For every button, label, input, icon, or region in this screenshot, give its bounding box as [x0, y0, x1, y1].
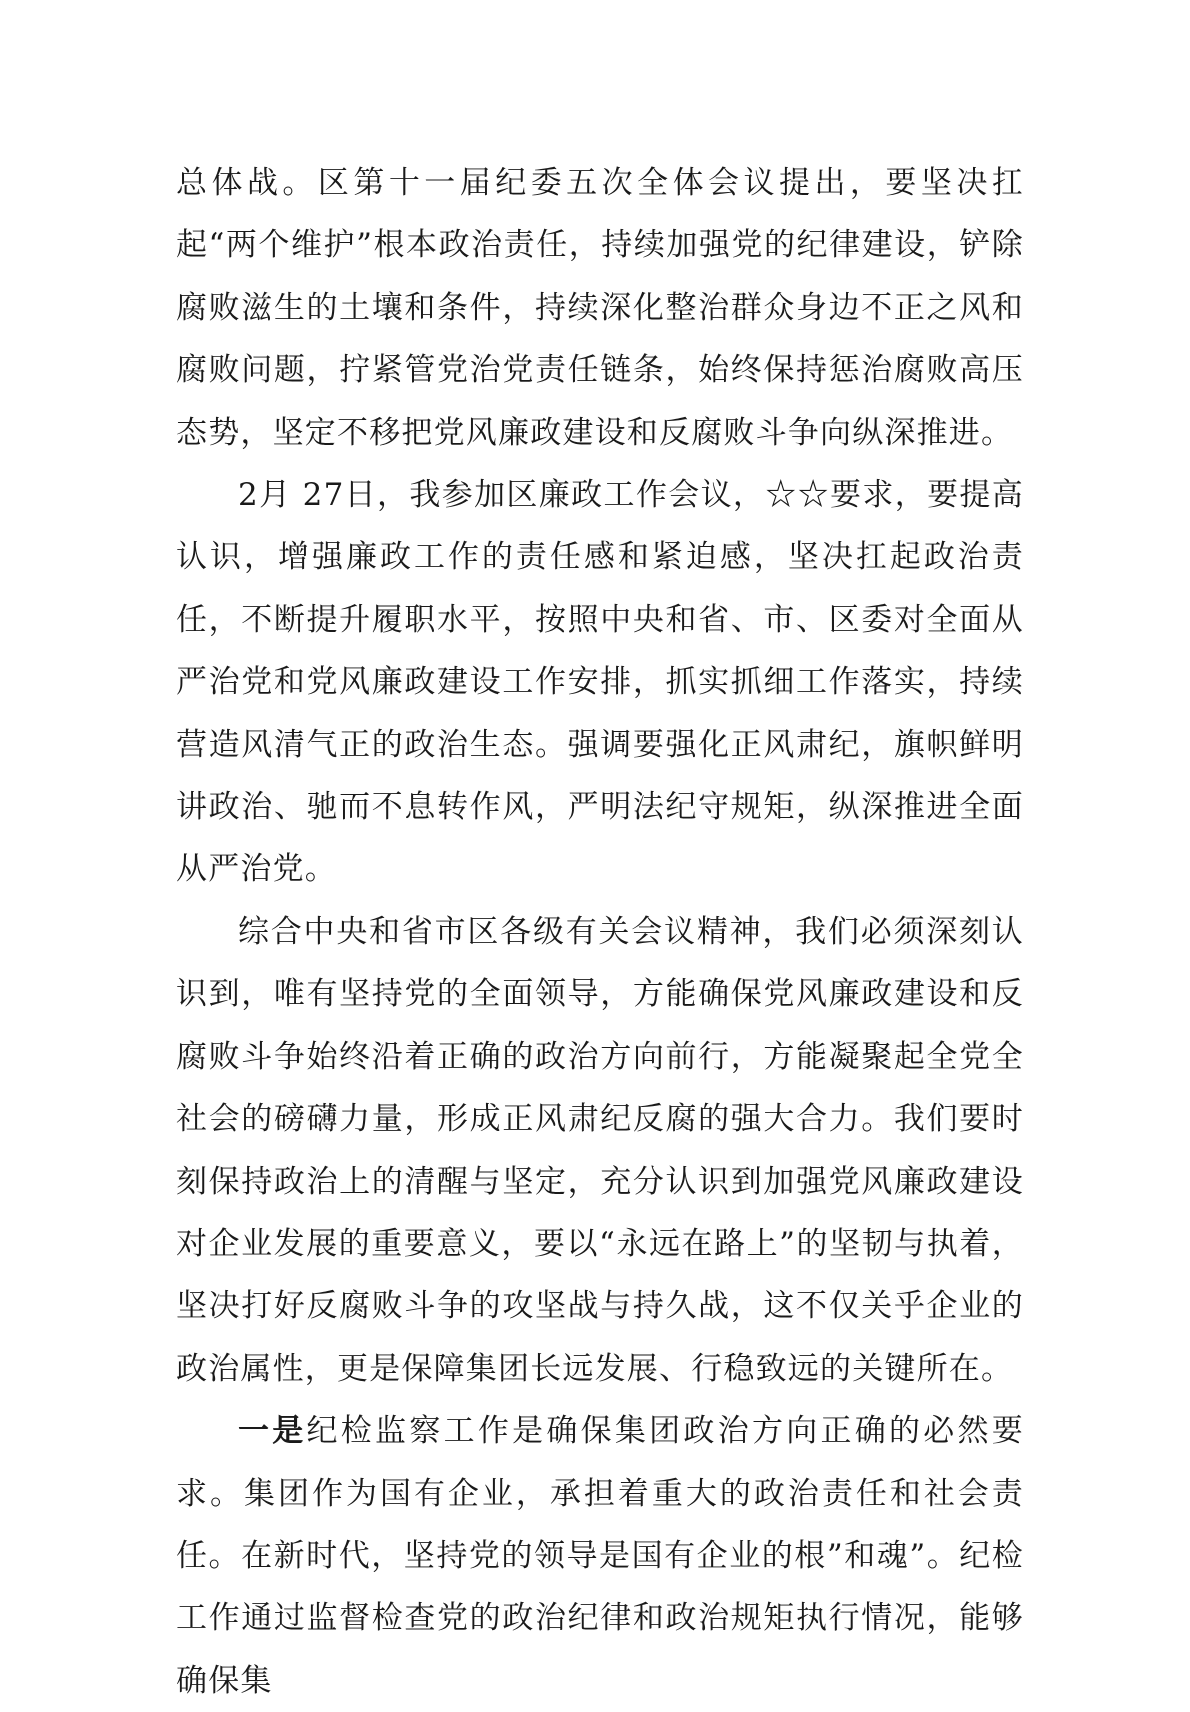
paragraph-2: 2月 27日，我参加区廉政工作会议，☆☆要求，要提高认识，增强廉政工作的责任感和紧迫感，坚决扛起政治责任，不断提升履职水平，按照中央和省、市、区委对全面从严治党和党风廉政建设工作安排，抓实抓细工作落实，持续营造风清气正的政治生态。强调要强化正风肃纪，旗帜鲜明讲政治、驰而不息转作风，严明法纪守规矩，纵深推进全面从严治党。	[176, 477, 1024, 888]
paragraph-4-lead: 一是	[238, 1413, 307, 1450]
paragraph-1: 总体战。区第十一届纪委五次全体会议提出，要坚决扛起“两个维护”根本政治责任，持续加强党的纪律建设，铲除腐败滋生的土壤和条件，持续深化整治群众身边不正之风和腐败问题，拧紧管党治党责任链条，始终保持惩治腐败高压态势，坚定不移把党风廉政建设和反腐败斗争向纵深推进。	[176, 165, 1024, 451]
paragraph-4-text: 纪检监察工作是确保集团政治方向正确的必然要求。集团作为国有企业，承担着重大的政治责任和社会责任。在新时代，坚持党的领导是国有企业的根”和魂”。纪检工作通过监督检查党的政治纪律和政治规矩执行情况，能够确保集	[176, 1413, 1024, 1699]
paragraph-4	[176, 1400, 1024, 1712]
document-body	[176, 152, 1024, 1712]
paragraph-3: 综合中央和省市区各级有关会议精神，我们必须深刻认识到，唯有坚持党的全面领导，方能确保党风廉政建设和反腐败斗争始终沿着正确的政治方向前行，方能凝聚起全党全社会的磅礴力量，形成正风肃纪反腐的强大合力。我们要时刻保持政治上的清醒与坚定，充分认识到加强党风廉政建设对企业发展的重要意义，要以“永远在路上”的坚韧与执着，坚决打好反腐败斗争的攻坚战与持久战，这不仅关乎企业的政治属性，更是保障集团长远发展、行稳致远的关键所在。	[176, 913, 1024, 1387]
